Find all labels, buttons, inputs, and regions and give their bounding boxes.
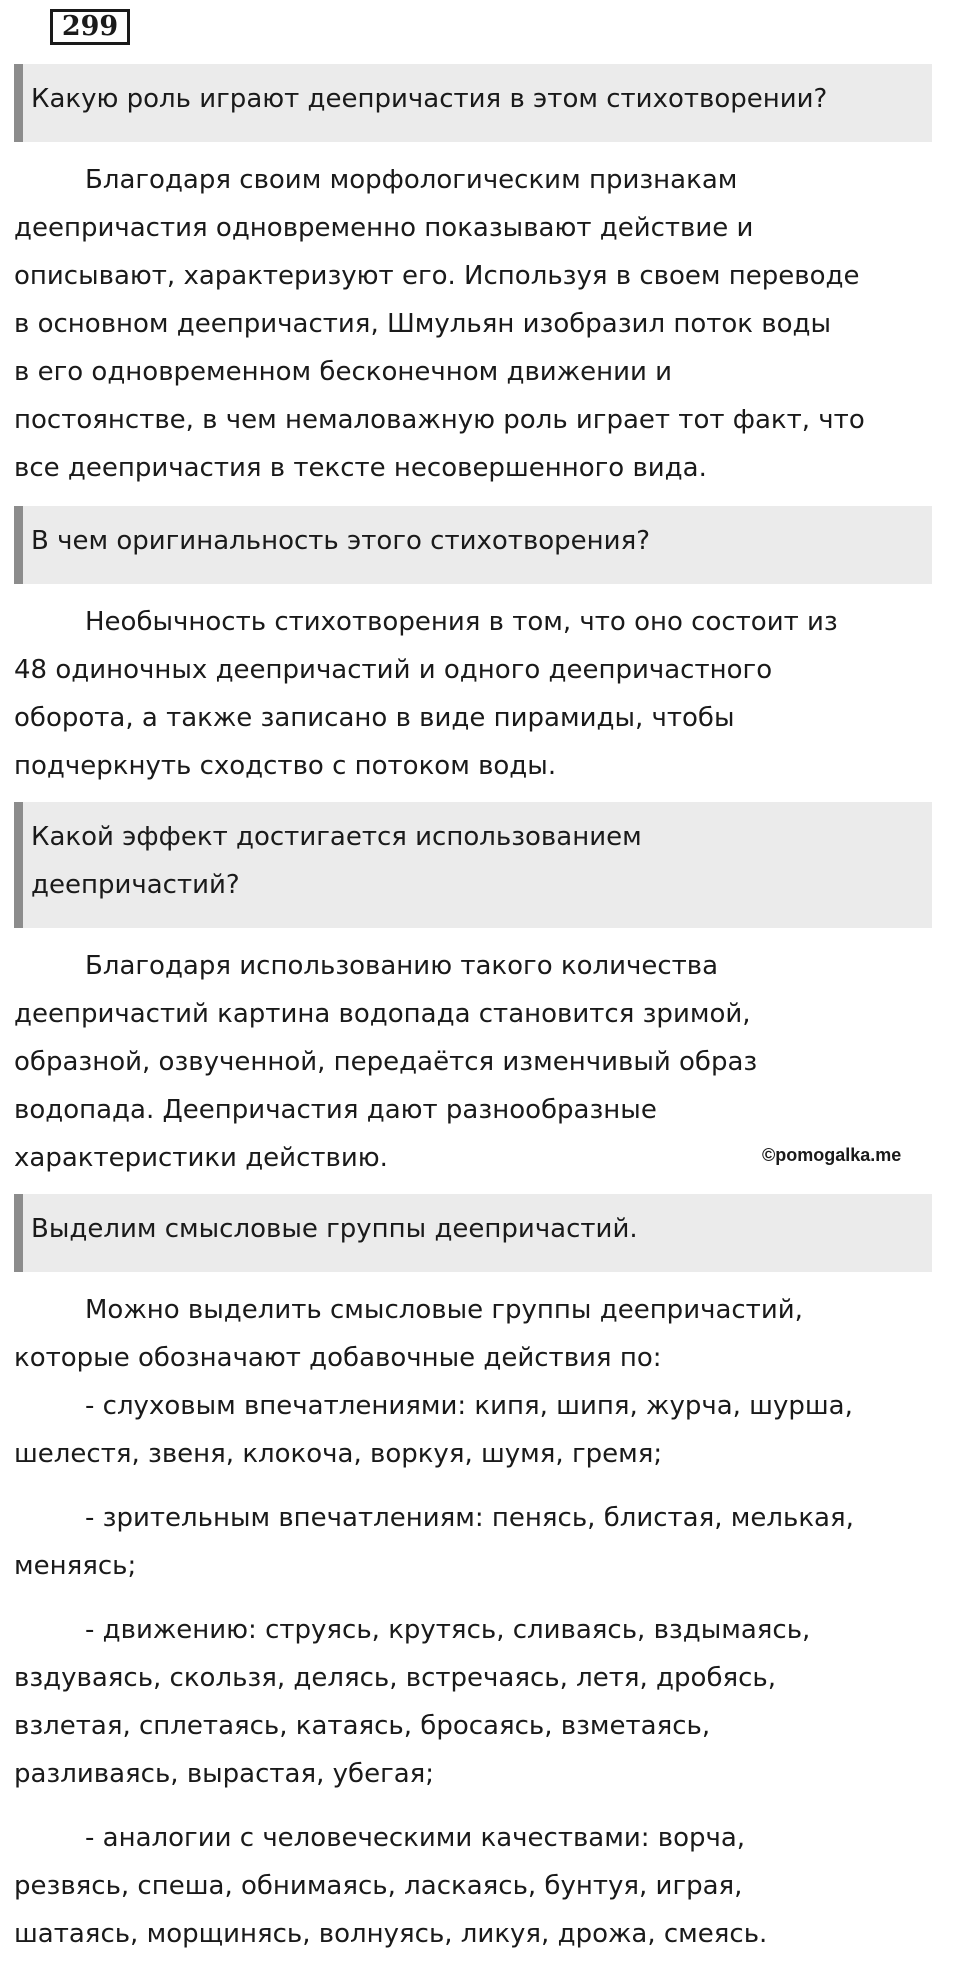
answer-line: в его одновременном бесконечном движении и xyxy=(14,357,673,387)
paragraph-gap xyxy=(14,1798,934,1814)
answer-line: все деепричастия в тексте несовершенного вида. xyxy=(14,453,707,483)
answer-line: в основном деепричастия, Шмульян изобразил поток воды xyxy=(14,309,831,339)
answer-line: Благодаря использованию такого количества xyxy=(85,951,719,981)
answer-line: характеристики действию. xyxy=(14,1143,388,1173)
answer-line: 48 одиночных деепричастий и одного деепричастного xyxy=(14,655,773,685)
question-block-groups xyxy=(14,1194,932,1272)
paragraph-gap xyxy=(14,1478,934,1494)
answer-line: меняясь; xyxy=(14,1551,137,1581)
question-text: деепричастий? xyxy=(31,870,240,900)
answer-line: - зрительным впечатлениям: пенясь, блистая, мелькая, xyxy=(85,1503,854,1533)
answer-line: - аналогии с человеческими качествами: ворча, xyxy=(85,1823,746,1853)
answer-block-originality xyxy=(14,598,934,790)
answer-line: - движению: струясь, крутясь, сливаясь, вздымаясь, xyxy=(85,1615,811,1645)
answer-block-groups xyxy=(14,1286,934,1958)
answer-line: подчеркнуть сходство с потоком воды. xyxy=(14,751,557,781)
answer-line: описывают, характеризуют его. Используя в своем переводе xyxy=(14,261,860,291)
question-text: Выделим смысловые группы деепричастий. xyxy=(31,1214,638,1244)
answer-line: водопада. Деепричастия дают разнообразные xyxy=(14,1095,657,1125)
question-block-effect xyxy=(14,802,932,928)
question-text: В чем оригинальность этого стихотворения? xyxy=(31,526,651,556)
answer-line: разливаясь, вырастая, убегая; xyxy=(14,1759,435,1789)
question-block-originality xyxy=(14,506,932,584)
answer-line: Благодаря своим морфологическим признакам xyxy=(85,165,738,195)
answer-line: деепричастий картина водопада становится зримой, xyxy=(14,999,751,1029)
answer-line: Можно выделить смысловые группы деепричастий, xyxy=(85,1295,803,1325)
answer-line: деепричастия одновременно показывают действие и xyxy=(14,213,754,243)
answer-block-role xyxy=(14,156,934,492)
question-block-role xyxy=(14,64,932,142)
answer-line: которые обозначают добавочные действия по: xyxy=(14,1343,662,1373)
answer-line: - слуховым впечатлениями: кипя, шипя, журча, шурша, xyxy=(85,1391,853,1421)
answer-line: взлетая, сплетаясь, катаясь, бросаясь, взметаясь, xyxy=(14,1711,711,1741)
answer-line: образной, озвученной, передаётся изменчивый образ xyxy=(14,1047,758,1077)
question-text: Какой эффект достигается использованием xyxy=(31,822,642,852)
task-number-box: 299 xyxy=(50,9,130,45)
answer-line: Необычность стихотворения в том, что оно состоит из xyxy=(85,607,838,637)
question-text: Какую роль играют деепричастия в этом стихотворении? xyxy=(31,84,828,114)
answer-line: шатаясь, морщинясь, волнуясь, ликуя, дрожа, смеясь. xyxy=(14,1919,768,1949)
paragraph-gap xyxy=(14,1590,934,1606)
watermark: ©pomogalka.me xyxy=(762,1145,902,1165)
answer-line: вздуваясь, скользя, делясь, встречаясь, летя, дробясь, xyxy=(14,1663,776,1693)
answer-line: резвясь, спеша, обнимаясь, ласкаясь, бунтуя, играя, xyxy=(14,1871,743,1901)
answer-line: шелестя, звеня, клокоча, воркуя, шумя, гремя; xyxy=(14,1439,663,1469)
answer-line: оборота, а также записано в виде пирамиды, чтобы xyxy=(14,703,735,733)
answer-line: постоянстве, в чем немаловажную роль играет тот факт, что xyxy=(14,405,865,435)
